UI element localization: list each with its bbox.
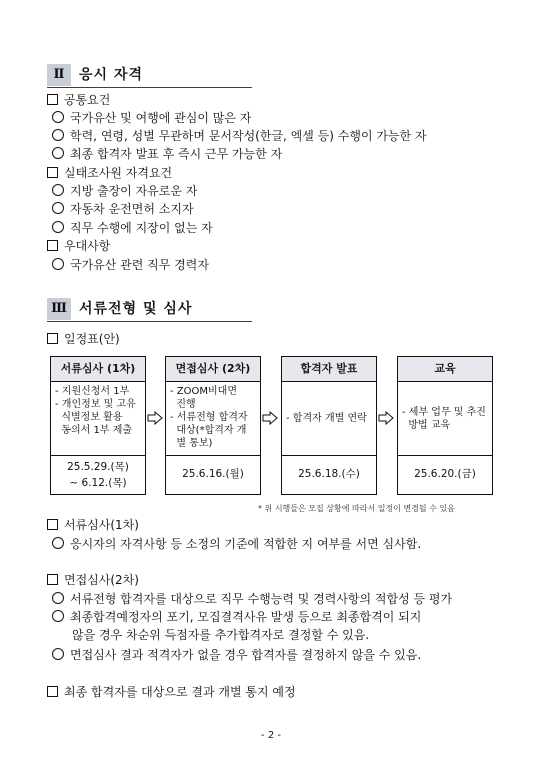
section-2-header [47, 64, 252, 88]
schedule-stage-box [281, 356, 377, 495]
stage-date [51, 456, 145, 494]
schedule-note: * 위 시행들은 모집 상황에 따라서 일정이 변경될 수 있음 [258, 504, 455, 513]
stage-title: 합격자 발표 [282, 357, 376, 382]
final-notice: 최종 합격자를 대상으로 결과 개별 통지 예정 [47, 684, 296, 700]
stage-body [51, 382, 145, 456]
section-3-title: 서류전형 및 심사 [79, 301, 193, 317]
requirement-heading: 공통요건 [47, 92, 110, 108]
interview-item-2-cont: 않을 경우 차순위 득점자를 추가합격자로 결정할 수 있음. [72, 628, 370, 642]
stage-title: 서류심사 (1차) [51, 357, 145, 382]
stage-date-line: ~ 6.12.(목) [69, 477, 127, 489]
section-2-number: Ⅱ [47, 64, 71, 86]
stage-body [166, 382, 260, 456]
schedule-stage-box [397, 356, 493, 495]
stage-date [166, 456, 260, 494]
stage-body-line: - 서류전형 합격자 [170, 412, 248, 423]
stage-date-line: 25.5.29.(목) [67, 461, 129, 473]
requirement-item: 자동차 운전면허 소지자 [52, 201, 194, 217]
stage-date-line: 25.6.20.(금) [414, 468, 476, 480]
interview-item-3: 면접심사 결과 적격자가 없을 경우 합격자를 결정하지 않을 수 있음. [52, 647, 421, 663]
requirement-item: 최종 합격자 발표 후 즉시 근무 가능한 자 [52, 146, 282, 162]
stage-body-line: - 지원신청서 1부 [55, 386, 130, 397]
stage-body-line: 동의서 1부 제출 [55, 425, 133, 436]
stage-body [398, 382, 492, 456]
stage-date-line: 25.6.16.(월) [182, 468, 244, 480]
stage-body [282, 382, 376, 456]
right-arrow-icon [378, 410, 394, 424]
stage-body-line: 별 통보) [170, 438, 213, 449]
requirement-heading: 우대사항 [47, 238, 110, 254]
stage-date-line: 25.6.18.(수) [298, 468, 360, 480]
requirement-item: 국가유산 및 여행에 관심이 많은 자 [52, 110, 251, 126]
schedule-stage-box [165, 356, 261, 495]
stage-body-line: 식별정보 활용 [55, 412, 123, 423]
section-3-header [47, 298, 252, 322]
stage-title: 면접심사 (2차) [166, 357, 260, 382]
requirement-heading: 실태조사원 자격요건 [47, 165, 172, 181]
section-3-number: Ⅲ [47, 298, 71, 320]
interview-label: 면접심사(2차) [47, 572, 139, 588]
doc-review-label: 서류심사(1차) [47, 517, 139, 533]
interview-item-2: 최종합격예정자의 포기, 모집결격사유 발생 등으로 최종합격이 되지 [52, 609, 421, 625]
right-arrow-icon [262, 410, 278, 424]
stage-date [398, 456, 492, 494]
requirement-item: 직무 수행에 지장이 없는 자 [52, 220, 213, 236]
section-2-title: 응시 자격 [79, 67, 143, 83]
interview-item-1: 서류전형 합격자를 대상으로 직무 수행능력 및 경력사항의 적합성 등 평가 [52, 591, 452, 607]
schedule-label: 일정표(안) [47, 331, 120, 347]
section-2-rule [47, 87, 252, 88]
doc-review-item: 응시자의 자격사항 등 소정의 기준에 적합한 지 여부를 서면 심사함. [52, 536, 421, 552]
stage-title: 교육 [398, 357, 492, 382]
stage-body-line: - ZOOM비대면 [170, 386, 237, 397]
page-number: - 2 - [261, 730, 281, 741]
stage-date [282, 456, 376, 494]
section-3-rule [47, 321, 252, 322]
requirement-item: 학력, 연령, 성별 무관하며 문서작성(한글, 엑셀 등) 수행이 가능한 자 [52, 128, 427, 144]
requirement-item: 국가유산 관련 직무 경력자 [52, 257, 209, 273]
stage-body-line: 대상(*합격자 개 [170, 425, 247, 436]
stage-body-line: - 세부 업무 및 추진 [402, 406, 486, 418]
schedule-stage-box [50, 356, 146, 495]
stage-body-line: 방법 교육 [402, 419, 451, 431]
stage-body-line: 진행 [170, 399, 196, 410]
right-arrow-icon [147, 410, 163, 424]
stage-body-line: - 개인정보 및 고유 [55, 399, 136, 410]
requirement-item: 지방 출장이 자유로운 자 [52, 183, 197, 199]
stage-body-line: - 합격자 개별 연락 [286, 413, 367, 424]
